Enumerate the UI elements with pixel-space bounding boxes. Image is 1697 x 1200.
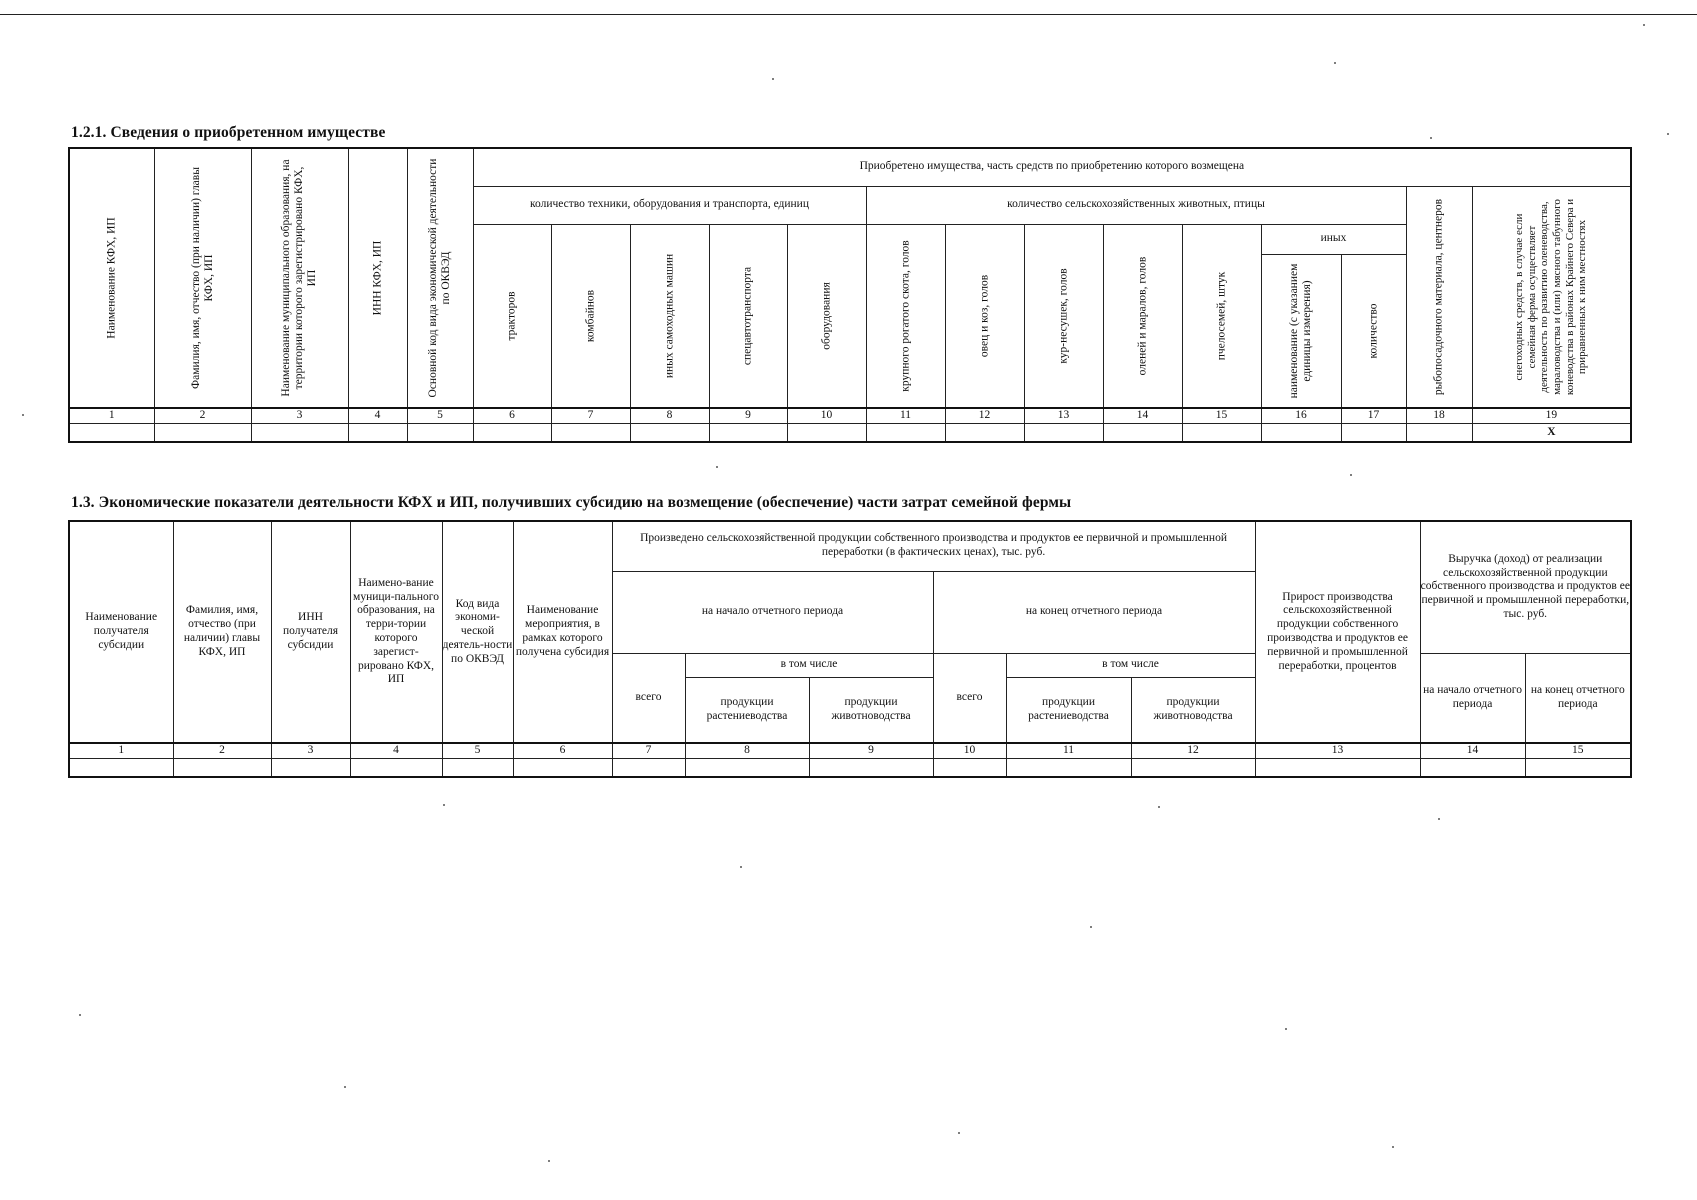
header-fish-material: рыбопосадочного материала, центнеров: [1406, 186, 1472, 408]
col-num-cell: 13: [1255, 743, 1420, 759]
header-kfh-name: Наименование КФХ, ИП: [69, 148, 154, 408]
scan-speck: [1350, 474, 1352, 476]
data-row: [69, 424, 1631, 443]
header-other-group: иных: [1261, 224, 1406, 254]
data-cell[interactable]: [630, 424, 709, 443]
data-cell[interactable]: [685, 759, 809, 778]
header-head-fio: Фамилия, имя, отчество (при наличии) главы КФХ, ИП: [154, 148, 251, 408]
section-1-2-1-title: 1.2.1. Сведения о приобретенном имуществе: [71, 124, 386, 141]
col-num-cell: 4: [350, 743, 442, 759]
scan-speck: [1430, 137, 1432, 139]
snowmobiles-x-mark: X: [1472, 424, 1631, 443]
header-revenue-end: на конец отчетного периода: [1525, 653, 1631, 743]
header-produced: Произведено сельскохозяйственной продукции собственного производства и продуктов ее первичной и промышленной переработки (в фактических ценах), тыс. руб.: [612, 521, 1255, 571]
col-num-cell: 9: [809, 743, 933, 759]
data-cell[interactable]: [348, 424, 407, 443]
header-inn: ИНН КФХ, ИП: [348, 148, 407, 408]
col-num-cell: 11: [1006, 743, 1131, 759]
scan-speck: [1285, 1028, 1287, 1030]
col-num-cell: 15: [1525, 743, 1631, 759]
data-cell[interactable]: [69, 759, 173, 778]
data-row: [69, 759, 1631, 778]
header-equipment: оборудования: [787, 224, 866, 408]
header-crops-end: продукции растениеводства: [1006, 677, 1131, 743]
data-cell[interactable]: [1131, 759, 1255, 778]
economic-indicators-table: [68, 520, 1632, 778]
data-cell[interactable]: [407, 424, 473, 443]
data-cell[interactable]: [1420, 759, 1525, 778]
data-cell[interactable]: [513, 759, 612, 778]
section-1-3-title: 1.3. Экономические показатели деятельности КФХ и ИП, получивших субсидию на возмещение (обеспечение) части затрат семейной фермы: [71, 494, 1072, 511]
data-cell[interactable]: [350, 759, 442, 778]
header-total-start: всего: [612, 653, 685, 743]
data-cell[interactable]: [1341, 424, 1406, 443]
col-num-cell: 6: [513, 743, 612, 759]
col-num-cell: 1: [69, 743, 173, 759]
header-okved: Код вида экономи-ческой деятель-ности по ОКВЭД: [442, 521, 513, 743]
data-cell[interactable]: [1406, 424, 1472, 443]
header-livestock-start: продукции животноводства: [809, 677, 933, 743]
data-cell[interactable]: [1261, 424, 1341, 443]
col-num-cell: 16: [1261, 408, 1341, 424]
acquired-property-table: [68, 147, 1632, 443]
col-num-cell: 18: [1406, 408, 1472, 424]
header-snowmobiles: снегоходных средств, в случае если семейная ферма осуществляет деятельность по развитию оленеводства, мараловодства и (или) мясного табунного коневодства в районах Крайнего Севера и приравненных к ним местностях: [1472, 186, 1631, 408]
header-measure: Наименование мероприятия, в рамках которого получена субсидия: [513, 521, 612, 743]
header-including-start: в том числе: [685, 653, 933, 677]
col-num-cell: 8: [630, 408, 709, 424]
data-cell[interactable]: [612, 759, 685, 778]
scan-speck: [344, 1086, 346, 1088]
scan-speck: [22, 414, 24, 416]
scan-speck: [443, 804, 445, 806]
data-cell[interactable]: [1103, 424, 1182, 443]
header-including-end: в том числе: [1006, 653, 1255, 677]
header-bees: пчелосемей, штук: [1182, 224, 1261, 408]
col-num-cell: 5: [442, 743, 513, 759]
data-cell[interactable]: [1255, 759, 1420, 778]
header-crops-start: продукции растениеводства: [685, 677, 809, 743]
header-special-transport: спецавтотранспорта: [709, 224, 787, 408]
data-cell[interactable]: [787, 424, 866, 443]
col-num-cell: 2: [173, 743, 271, 759]
scan-speck: [772, 78, 774, 80]
top-rule: [0, 14, 1697, 15]
col-num-cell: 11: [866, 408, 945, 424]
header-growth: Прирост производства сельскохозяйственной продукции собственного производства и продуктов ее первичной и промышленной переработки, процентов: [1255, 521, 1420, 743]
col-num-cell: 10: [933, 743, 1006, 759]
col-num-cell: 14: [1420, 743, 1525, 759]
header-deer: оленей и маралов, голов: [1103, 224, 1182, 408]
header-municipality: Наименование муниципального образования, на территории которого зарегистрировано КФХ, ИП: [251, 148, 348, 408]
data-cell[interactable]: [866, 424, 945, 443]
data-cell[interactable]: [809, 759, 933, 778]
column-number-row: [69, 743, 1631, 759]
data-cell[interactable]: [251, 424, 348, 443]
scan-speck: [1643, 24, 1645, 26]
scan-speck: [1334, 62, 1336, 64]
header-hens: кур-несушек, голов: [1024, 224, 1103, 408]
data-cell[interactable]: [154, 424, 251, 443]
col-num-cell: 8: [685, 743, 809, 759]
header-other-name: наименование (с указанием единицы измерения): [1261, 254, 1341, 408]
header-self-propelled: иных самоходных машин: [630, 224, 709, 408]
col-num-cell: 17: [1341, 408, 1406, 424]
data-cell[interactable]: [1006, 759, 1131, 778]
header-animals-group: количество сельскохозяйственных животных, птицы: [866, 186, 1406, 224]
data-cell[interactable]: [1024, 424, 1103, 443]
header-recipient: Наименование получателя субсидии: [69, 521, 173, 743]
data-cell[interactable]: [69, 424, 154, 443]
col-num-cell: 7: [551, 408, 630, 424]
col-num-cell: 6: [473, 408, 551, 424]
header-sheep-goats: овец и коз, голов: [945, 224, 1024, 408]
data-cell[interactable]: [933, 759, 1006, 778]
col-num-cell: 1: [69, 408, 154, 424]
header-revenue-start: на начало отчетного периода: [1420, 653, 1525, 743]
header-combines: комбайнов: [551, 224, 630, 408]
col-num-cell: 12: [1131, 743, 1255, 759]
data-cell[interactable]: [473, 424, 551, 443]
data-cell[interactable]: [271, 759, 350, 778]
scan-speck: [1158, 806, 1160, 808]
scan-speck: [740, 866, 742, 868]
col-num-cell: 12: [945, 408, 1024, 424]
header-tractors: тракторов: [473, 224, 551, 408]
data-cell[interactable]: [551, 424, 630, 443]
col-num-cell: 10: [787, 408, 866, 424]
data-cell[interactable]: [442, 759, 513, 778]
column-number-row: [69, 408, 1631, 424]
header-other-qty: количество: [1341, 254, 1406, 408]
col-num-cell: 13: [1024, 408, 1103, 424]
header-period-start: на начало отчетного периода: [612, 571, 933, 653]
data-cell[interactable]: [1525, 759, 1631, 778]
col-num-cell: 5: [407, 408, 473, 424]
col-num-cell: 2: [154, 408, 251, 424]
col-num-cell: 19: [1472, 408, 1631, 424]
scan-speck: [1392, 1146, 1394, 1148]
scan-speck: [958, 1132, 960, 1134]
header-cattle: крупного рогатого скота, голов: [866, 224, 945, 408]
header-acquired-property: Приобретено имущества, часть средств по приобретению которого возмещена: [473, 148, 1631, 186]
header-okved: Основной код вида экономической деятельности по ОКВЭД: [407, 148, 473, 408]
header-tech-group: количество техники, оборудования и транспорта, единиц: [473, 186, 866, 224]
scan-speck: [716, 466, 718, 468]
header-revenue: Выручка (доход) от реализации сельскохозяйственной продукции собственного производства и продуктов ее первичной и промышленной переработки, тыс. руб.: [1420, 521, 1631, 653]
header-head-fio: Фамилия, имя, отчество (при наличии) главы КФХ, ИП: [173, 521, 271, 743]
header-livestock-end: продукции животноводства: [1131, 677, 1255, 743]
col-num-cell: 7: [612, 743, 685, 759]
col-num-cell: 15: [1182, 408, 1261, 424]
col-num-cell: 3: [271, 743, 350, 759]
scan-speck: [79, 1014, 81, 1016]
data-cell[interactable]: [1182, 424, 1261, 443]
col-num-cell: 3: [251, 408, 348, 424]
header-inn: ИНН получателя субсидии: [271, 521, 350, 743]
col-num-cell: 14: [1103, 408, 1182, 424]
data-cell[interactable]: [945, 424, 1024, 443]
header-total-end: всего: [933, 653, 1006, 743]
scan-speck: [1438, 818, 1440, 820]
col-num-cell: 4: [348, 408, 407, 424]
header-municipality: Наимено-вание муници-пального образования, на терри-тории которого зарегист-рировано КФХ, ИП: [350, 521, 442, 743]
col-num-cell: 9: [709, 408, 787, 424]
scan-speck: [548, 1160, 550, 1162]
data-cell[interactable]: [173, 759, 271, 778]
scan-speck: [1090, 926, 1092, 928]
scan-speck: [1667, 133, 1669, 135]
data-cell[interactable]: [709, 424, 787, 443]
header-period-end: на конец отчетного периода: [933, 571, 1255, 653]
